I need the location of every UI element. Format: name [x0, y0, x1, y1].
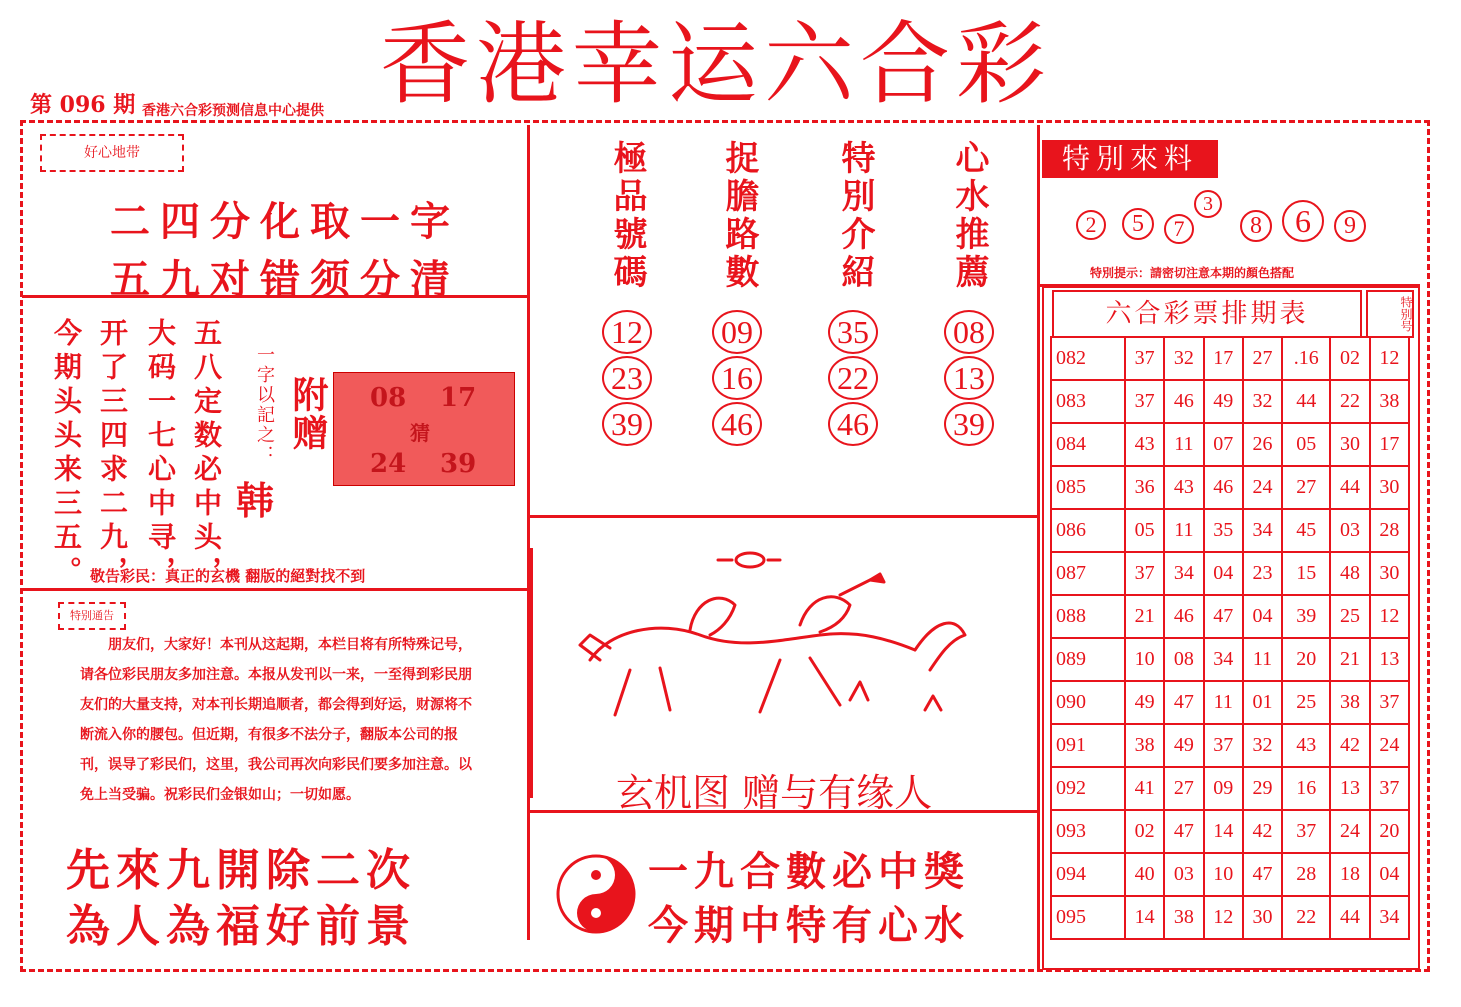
- draw-number: 12: [1204, 896, 1243, 939]
- draw-number: 27: [1164, 767, 1203, 810]
- poem-column-4: 五八定数必中头，: [190, 318, 223, 590]
- draw-special-number: 30: [1370, 552, 1409, 595]
- side-note: 一字以記之：: [254, 345, 275, 465]
- draw-number: 02: [1125, 810, 1164, 853]
- draw-issue: 084: [1051, 423, 1125, 466]
- draw-number: 47: [1164, 810, 1203, 853]
- table-row: [1051, 638, 1409, 681]
- draw-number: 04: [1204, 552, 1243, 595]
- draw-number: 39: [1282, 595, 1330, 638]
- lucky-ball: 2: [1076, 210, 1106, 240]
- recommend-number: 13: [944, 356, 994, 400]
- issue-number: 第 096 期: [30, 92, 136, 118]
- draw-special-number: 17: [1370, 423, 1409, 466]
- draw-issue: 091: [1051, 724, 1125, 767]
- draw-number: 22: [1330, 380, 1369, 423]
- draw-special-number: 28: [1370, 509, 1409, 552]
- draw-number: 34: [1164, 552, 1203, 595]
- gift-label: 附赠: [287, 376, 329, 452]
- draw-number: 10: [1204, 853, 1243, 896]
- draw-number: 09: [1204, 767, 1243, 810]
- table-row: [1051, 423, 1409, 466]
- middle-header-2: 捉膽路數: [719, 140, 759, 292]
- middle-bottom-line-2: 今期中特有心水: [648, 902, 970, 949]
- draw-number: 01: [1243, 681, 1282, 724]
- draw-number: 05: [1125, 509, 1164, 552]
- draw-special-number: 34: [1370, 896, 1409, 939]
- draw-number: 37: [1282, 810, 1330, 853]
- issue-source: 香港六合彩预测信息中心提供: [142, 103, 324, 119]
- notice-text: [80, 630, 480, 810]
- draw-issue: 090: [1051, 681, 1125, 724]
- draw-number: 46: [1164, 595, 1203, 638]
- draw-number: 22: [1282, 896, 1330, 939]
- draw-number: 47: [1164, 681, 1203, 724]
- draw-number: 04: [1243, 595, 1282, 638]
- lucky-ball: 6: [1282, 200, 1324, 242]
- table-row: [1051, 552, 1409, 595]
- draw-number: 34: [1204, 638, 1243, 681]
- side-char: 韩: [236, 478, 275, 523]
- left-bottom-slogan: [66, 843, 416, 955]
- draw-issue: 094: [1051, 853, 1125, 896]
- draw-number: .16: [1282, 337, 1330, 380]
- gift-number: 24: [370, 449, 407, 479]
- gift-number: 08: [370, 383, 407, 413]
- table-row: [1051, 466, 1409, 509]
- draw-number: 08: [1164, 638, 1203, 681]
- recommend-number: 22: [828, 356, 878, 400]
- lucky-ball: 7: [1164, 214, 1194, 244]
- draw-number: 32: [1243, 724, 1282, 767]
- draw-issue: 085: [1051, 466, 1125, 509]
- table-row: [1051, 767, 1409, 810]
- draw-number: 11: [1164, 509, 1203, 552]
- draw-number: 23: [1243, 552, 1282, 595]
- warning-text: 敬告彩民：真正的玄機 翻版的絕對找不到: [90, 567, 366, 585]
- draw-issue: 087: [1051, 552, 1125, 595]
- table-row: [1051, 595, 1409, 638]
- draw-number: 14: [1125, 896, 1164, 939]
- draw-number: 38: [1125, 724, 1164, 767]
- divider-mid-1: [530, 515, 1039, 518]
- draw-number: 14: [1204, 810, 1243, 853]
- draw-number: 32: [1164, 337, 1203, 380]
- draw-number: 26: [1243, 423, 1282, 466]
- special-tip: 特別提示：請密切注意本期的顏色搭配: [1090, 266, 1295, 280]
- recommend-number: 09: [712, 310, 762, 354]
- notice-tag: 特别通告: [58, 602, 126, 630]
- draw-special-number: 30: [1370, 466, 1409, 509]
- special-tag: 特別來料: [1042, 140, 1218, 178]
- draw-number: 41: [1125, 767, 1164, 810]
- draw-issue: 095: [1051, 896, 1125, 939]
- draw-special-number: 20: [1370, 810, 1409, 853]
- draw-number: 24: [1243, 466, 1282, 509]
- draw-history-table: [1050, 336, 1410, 940]
- table-row: [1051, 810, 1409, 853]
- lucky-ball: 8: [1240, 210, 1272, 242]
- draw-number: 44: [1282, 380, 1330, 423]
- draw-number: 47: [1243, 853, 1282, 896]
- gift-number: 17: [440, 383, 477, 413]
- table-row: [1051, 509, 1409, 552]
- table-title: 六合彩票排期表: [1052, 290, 1362, 338]
- gift-guess: 猜: [410, 421, 430, 445]
- middle-header-4: 心水推薦: [949, 140, 989, 292]
- puzzle-caption: 玄机图 赠与有缘人: [616, 771, 933, 815]
- lucky-ball: 5: [1122, 208, 1154, 240]
- middle-bottom-slogan: [648, 845, 970, 953]
- draw-number: 05: [1282, 423, 1330, 466]
- table-row: [1051, 896, 1409, 939]
- draw-special-number: 38: [1370, 380, 1409, 423]
- draw-number: 38: [1164, 896, 1203, 939]
- draw-number: 37: [1125, 380, 1164, 423]
- draw-number: 37: [1125, 337, 1164, 380]
- draw-number: 47: [1204, 595, 1243, 638]
- draw-number: 13: [1330, 767, 1369, 810]
- gift-number-box: [333, 372, 515, 486]
- draw-number: 38: [1330, 681, 1369, 724]
- left-slogan-line-1: 二四分化取一字: [110, 198, 460, 245]
- draw-issue: 082: [1051, 337, 1125, 380]
- draw-number: 44: [1330, 466, 1369, 509]
- draw-number: 27: [1243, 337, 1282, 380]
- recommend-number: 08: [944, 310, 994, 354]
- poem-column-2: 开了三四求二九，: [96, 318, 129, 590]
- draw-number: 03: [1330, 509, 1369, 552]
- draw-special-number: 12: [1370, 595, 1409, 638]
- draw-number: 43: [1282, 724, 1330, 767]
- table-special-header: 特别号: [1366, 290, 1414, 338]
- draw-number: 25: [1282, 681, 1330, 724]
- recommend-number: 46: [712, 402, 762, 446]
- table-row: [1051, 380, 1409, 423]
- draw-issue: 089: [1051, 638, 1125, 681]
- draw-number: 46: [1204, 466, 1243, 509]
- draw-number: 11: [1243, 638, 1282, 681]
- draw-number: 20: [1282, 638, 1330, 681]
- table-row: [1051, 681, 1409, 724]
- draw-special-number: 13: [1370, 638, 1409, 681]
- recommend-number: 12: [602, 310, 652, 354]
- table-row: [1051, 724, 1409, 767]
- table-row: [1051, 853, 1409, 896]
- draw-number: 28: [1282, 853, 1330, 896]
- notice-paragraph: 朋友们，大家好！本刊从这起期，本栏目将有所特殊记号，请各位彩民朋友多加注意。本报从发刊以一来，一至得到彩民朋友们的大量支持，对本刊长期追顺者，都会得到好运，财源将不断流入你的腰包。但近期，有很多不法分子，翻版本公司的报刊，误导了彩民们，这里，我公司再次向彩民们要多加注意。以免上当受骗。祝彩民们金银如山；一切如愿。: [80, 637, 472, 803]
- middle-header-1: 極品號碼: [607, 140, 647, 292]
- recommend-number: 39: [944, 402, 994, 446]
- gift-number: 39: [440, 449, 477, 479]
- draw-number: 36: [1125, 466, 1164, 509]
- divider-mid-stub: [530, 548, 533, 798]
- draw-special-number: 24: [1370, 724, 1409, 767]
- draw-number: 10: [1125, 638, 1164, 681]
- draw-number: 49: [1125, 681, 1164, 724]
- draw-number: 18: [1330, 853, 1369, 896]
- yin-yang-icon: [554, 852, 638, 936]
- table-row: [1051, 337, 1409, 380]
- divider-right: [1037, 125, 1040, 970]
- poem-column-1: 今期头头来三五。: [50, 318, 83, 590]
- recommend-number: 46: [828, 402, 878, 446]
- left-section-tag: 好心地带: [40, 134, 184, 172]
- draw-number: 34: [1243, 509, 1282, 552]
- draw-number: 27: [1282, 466, 1330, 509]
- draw-number: 21: [1330, 638, 1369, 681]
- draw-number: 32: [1243, 380, 1282, 423]
- left-slogan-line-2: 五九对错须分清: [110, 256, 460, 303]
- draw-number: 25: [1330, 595, 1369, 638]
- draw-number: 03: [1164, 853, 1203, 896]
- draw-number: 42: [1330, 724, 1369, 767]
- draw-number: 48: [1330, 552, 1369, 595]
- draw-special-number: 12: [1370, 337, 1409, 380]
- draw-number: 44: [1330, 896, 1369, 939]
- left-bottom-line-1: 先來九開除二次: [66, 845, 416, 896]
- draw-issue: 093: [1051, 810, 1125, 853]
- draw-number: 35: [1204, 509, 1243, 552]
- left-bottom-line-2: 為人為福好前景: [66, 901, 416, 952]
- recommend-number: 39: [602, 402, 652, 446]
- draw-number: 24: [1330, 810, 1369, 853]
- page-title: 香港幸运六合彩: [380, 12, 1052, 117]
- lucky-ball: 9: [1334, 210, 1366, 242]
- draw-number: 49: [1164, 724, 1203, 767]
- draw-number: 11: [1204, 681, 1243, 724]
- draw-issue: 092: [1051, 767, 1125, 810]
- divider-left: [527, 125, 530, 940]
- draw-number: 45: [1282, 509, 1330, 552]
- puzzle-illustration: [570, 540, 990, 740]
- middle-header-3: 特別介紹: [835, 140, 875, 292]
- draw-number: 07: [1204, 423, 1243, 466]
- draw-special-number: 37: [1370, 681, 1409, 724]
- recommend-number: 16: [712, 356, 762, 400]
- draw-issue: 086: [1051, 509, 1125, 552]
- draw-number: 29: [1243, 767, 1282, 810]
- draw-number: 30: [1330, 423, 1369, 466]
- draw-number: 15: [1282, 552, 1330, 595]
- poem-column-3: 大码一七心中寻，: [144, 318, 177, 590]
- recommend-number: 23: [602, 356, 652, 400]
- draw-number: 43: [1125, 423, 1164, 466]
- lucky-ball: 3: [1194, 190, 1222, 218]
- draw-number: 02: [1330, 337, 1369, 380]
- draw-number: 42: [1243, 810, 1282, 853]
- draw-number: 49: [1204, 380, 1243, 423]
- middle-bottom-line-1: 一九合數必中獎: [648, 848, 970, 895]
- draw-special-number: 37: [1370, 767, 1409, 810]
- draw-number: 43: [1164, 466, 1203, 509]
- draw-number: 46: [1164, 380, 1203, 423]
- draw-number: 21: [1125, 595, 1164, 638]
- draw-number: 11: [1164, 423, 1203, 466]
- draw-number: 16: [1282, 767, 1330, 810]
- recommend-number: 35: [828, 310, 878, 354]
- draw-number: 37: [1204, 724, 1243, 767]
- draw-issue: 088: [1051, 595, 1125, 638]
- draw-number: 17: [1204, 337, 1243, 380]
- draw-number: 30: [1243, 896, 1282, 939]
- draw-number: 37: [1125, 552, 1164, 595]
- draw-special-number: 04: [1370, 853, 1409, 896]
- draw-issue: 083: [1051, 380, 1125, 423]
- draw-number: 40: [1125, 853, 1164, 896]
